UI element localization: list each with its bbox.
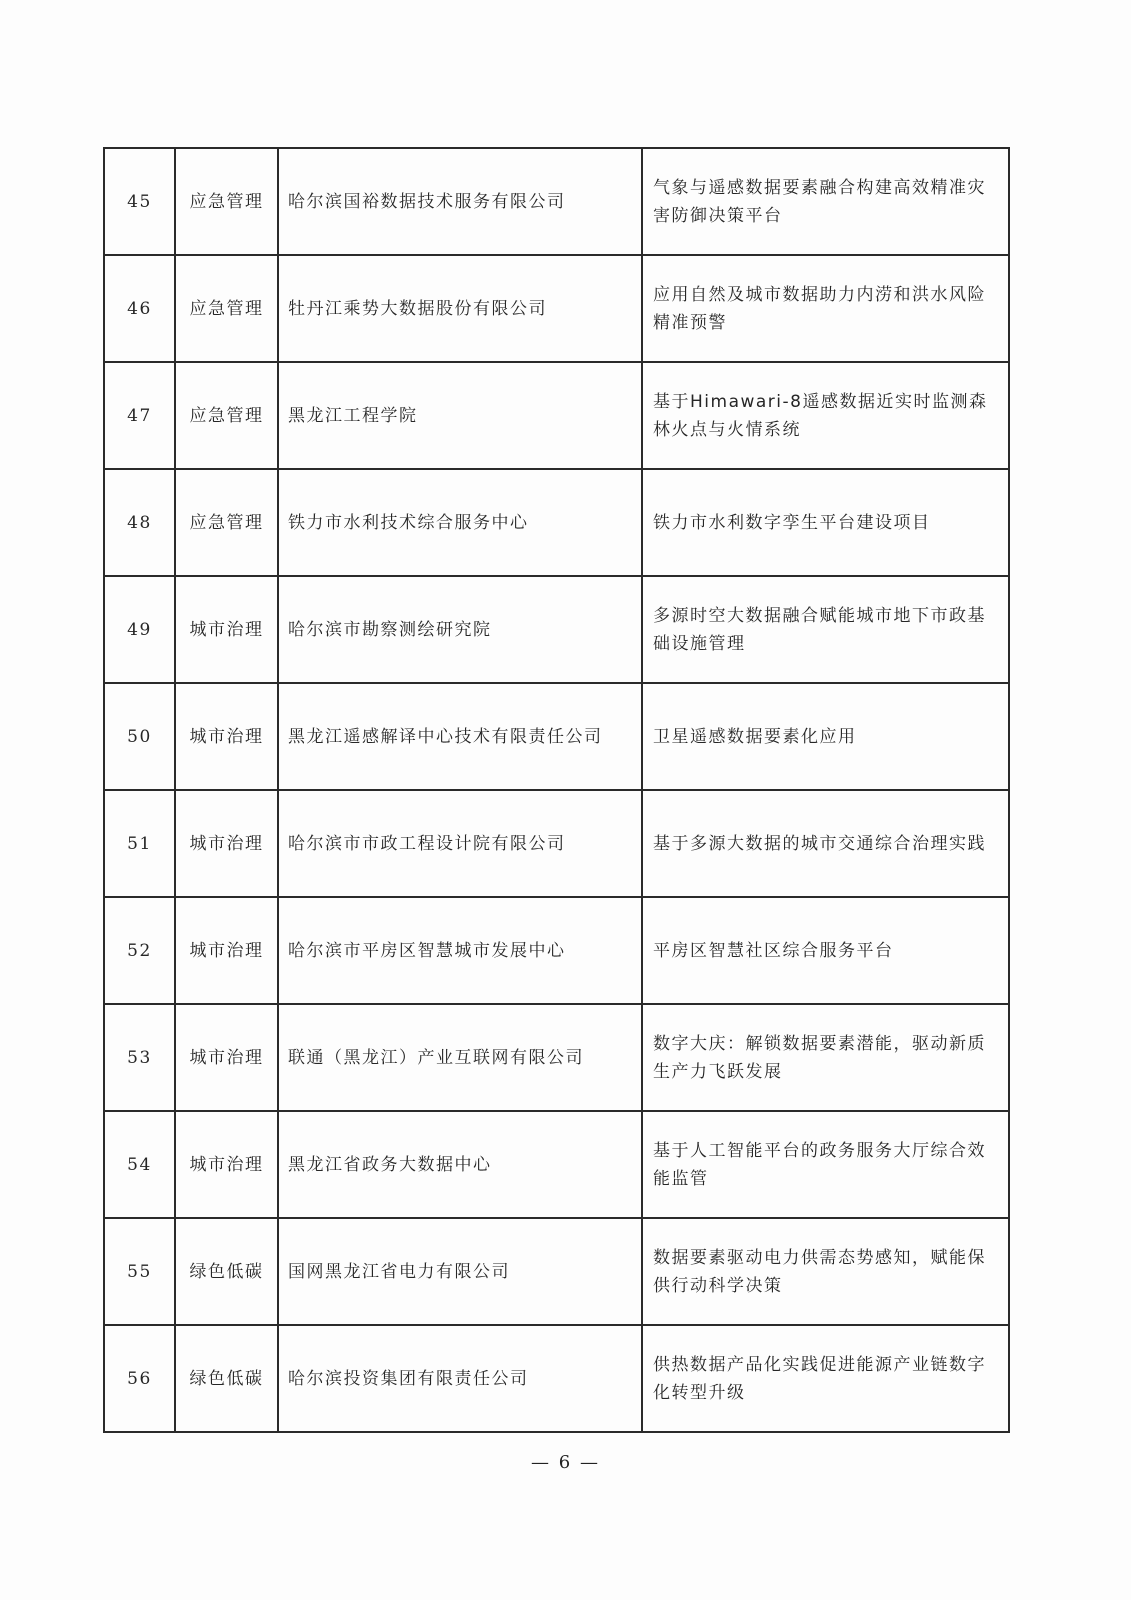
row-category: 应急管理 — [175, 255, 278, 362]
row-category: 城市治理 — [175, 1111, 278, 1218]
row-project: 多源时空大数据融合赋能城市地下市政基础设施管理 — [642, 576, 1009, 683]
row-number: 55 — [104, 1218, 175, 1325]
row-unit: 哈尔滨市市政工程设计院有限公司 — [278, 790, 642, 897]
row-project: 基于人工智能平台的政务服务大厅综合效能监管 — [642, 1111, 1009, 1218]
row-project: 平房区智慧社区综合服务平台 — [642, 897, 1009, 1004]
row-unit: 哈尔滨市平房区智慧城市发展中心 — [278, 897, 642, 1004]
row-number: 50 — [104, 683, 175, 790]
row-number: 52 — [104, 897, 175, 1004]
table-row — [104, 255, 1009, 362]
table-row — [104, 1004, 1009, 1111]
project-table — [103, 147, 1010, 1433]
row-project: 气象与遥感数据要素融合构建高效精准灾害防御决策平台 — [642, 148, 1009, 255]
row-number: 49 — [104, 576, 175, 683]
row-project: 卫星遥感数据要素化应用 — [642, 683, 1009, 790]
row-category: 城市治理 — [175, 576, 278, 683]
row-number: 54 — [104, 1111, 175, 1218]
table-row — [104, 683, 1009, 790]
row-number: 46 — [104, 255, 175, 362]
row-category: 城市治理 — [175, 683, 278, 790]
row-category: 应急管理 — [175, 469, 278, 576]
row-unit: 黑龙江遥感解译中心技术有限责任公司 — [278, 683, 642, 790]
table-row — [104, 897, 1009, 1004]
row-unit: 黑龙江工程学院 — [278, 362, 642, 469]
row-project: 基于Himawari-8遥感数据近实时监测森林火点与火情系统 — [642, 362, 1009, 469]
row-project: 供热数据产品化实践促进能源产业链数字化转型升级 — [642, 1325, 1009, 1432]
row-category: 城市治理 — [175, 1004, 278, 1111]
row-unit: 牡丹江乘势大数据股份有限公司 — [278, 255, 642, 362]
row-number: 53 — [104, 1004, 175, 1111]
row-number: 48 — [104, 469, 175, 576]
row-project: 铁力市水利数字孪生平台建设项目 — [642, 469, 1009, 576]
row-category: 应急管理 — [175, 362, 278, 469]
table-row — [104, 1111, 1009, 1218]
row-number: 56 — [104, 1325, 175, 1432]
row-project: 基于多源大数据的城市交通综合治理实践 — [642, 790, 1009, 897]
row-category: 绿色低碳 — [175, 1325, 278, 1432]
page-number: — 6 — — [531, 1452, 600, 1473]
row-number: 51 — [104, 790, 175, 897]
row-category: 城市治理 — [175, 897, 278, 1004]
row-unit: 国网黑龙江省电力有限公司 — [278, 1218, 642, 1325]
row-unit: 铁力市水利技术综合服务中心 — [278, 469, 642, 576]
row-unit: 哈尔滨市勘察测绘研究院 — [278, 576, 642, 683]
table-row — [104, 1218, 1009, 1325]
row-number: 47 — [104, 362, 175, 469]
row-category: 应急管理 — [175, 148, 278, 255]
row-project: 应用自然及城市数据助力内涝和洪水风险精准预警 — [642, 255, 1009, 362]
table-row — [104, 148, 1009, 255]
row-category: 绿色低碳 — [175, 1218, 278, 1325]
row-unit: 哈尔滨投资集团有限责任公司 — [278, 1325, 642, 1432]
row-project: 数据要素驱动电力供需态势感知，赋能保供行动科学决策 — [642, 1218, 1009, 1325]
row-unit: 黑龙江省政务大数据中心 — [278, 1111, 642, 1218]
row-number: 45 — [104, 148, 175, 255]
row-project: 数字大庆：解锁数据要素潜能，驱动新质生产力飞跃发展 — [642, 1004, 1009, 1111]
table-row — [104, 469, 1009, 576]
table-row — [104, 362, 1009, 469]
table-row — [104, 1325, 1009, 1432]
row-unit: 联通（黑龙江）产业互联网有限公司 — [278, 1004, 642, 1111]
table-row — [104, 790, 1009, 897]
row-category: 城市治理 — [175, 790, 278, 897]
table-row — [104, 576, 1009, 683]
row-unit: 哈尔滨国裕数据技术服务有限公司 — [278, 148, 642, 255]
